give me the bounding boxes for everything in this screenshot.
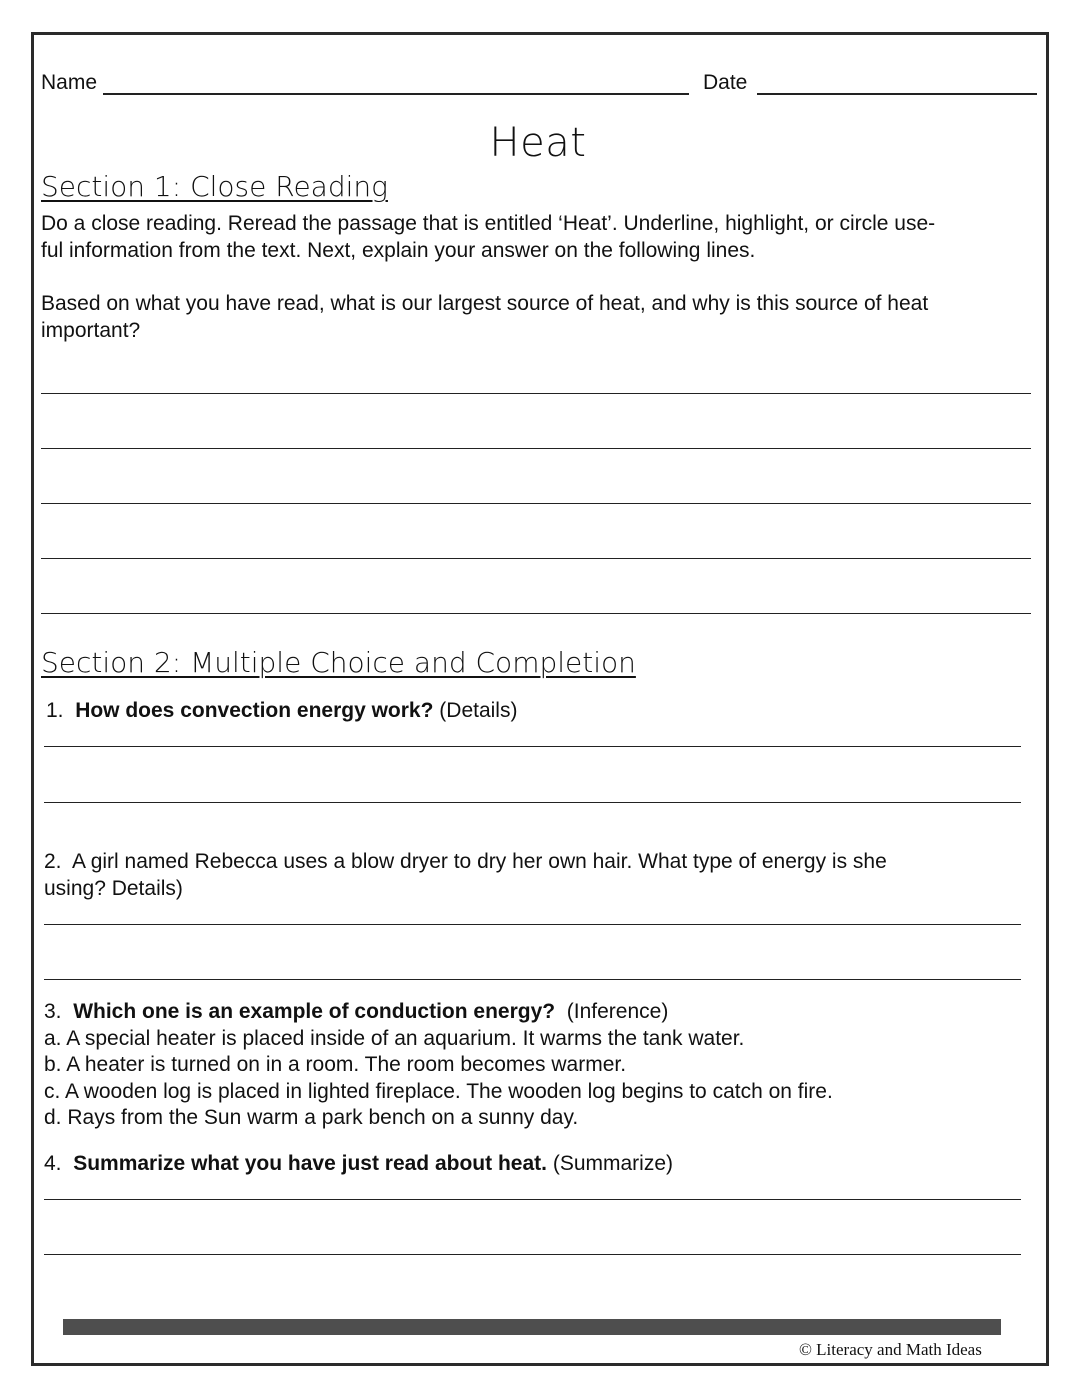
question-4-answer-line[interactable] <box>44 1199 1021 1200</box>
question-1-number: 1. <box>46 699 64 722</box>
question-3-option-b[interactable]: b. A heater is turned on in a room. The room becomes warmer. <box>44 1053 627 1076</box>
question-2-text-line-1: A girl named Rebecca uses a blow dryer to dry her own hair. What type of energy is she <box>72 850 887 873</box>
section-1-instructions-line-2: ful information from the text. Next, explain your answer on the following lines. <box>41 239 756 262</box>
section-1-answer-line[interactable] <box>41 558 1031 559</box>
question-1-tag: (Details) <box>439 699 518 722</box>
question-1-text: How does convection energy work? <box>75 699 434 722</box>
question-3-option-a[interactable]: a. A special heater is placed inside of an aquarium. It warms the tank water. <box>44 1027 745 1050</box>
section-1-answer-line[interactable] <box>41 448 1031 449</box>
question-2-text-line-2: using? Details) <box>44 877 183 900</box>
question-3-number: 3. <box>44 1000 62 1023</box>
question-1 <box>46 697 517 724</box>
date-field[interactable] <box>757 93 1037 95</box>
section-1-question-line-2: important? <box>41 319 141 342</box>
question-2-line-1 <box>44 848 887 875</box>
question-1-answer-line[interactable] <box>44 746 1021 747</box>
question-4-number: 4. <box>44 1152 62 1175</box>
name-field[interactable] <box>103 93 689 95</box>
section-1-answer-line[interactable] <box>41 393 1031 394</box>
page-title: Heat <box>489 120 587 166</box>
question-2-number: 2. <box>44 850 62 873</box>
date-label: Date <box>703 71 748 94</box>
name-label: Name <box>41 71 98 94</box>
question-2-answer-line[interactable] <box>44 924 1021 925</box>
question-4-tag: (Summarize) <box>552 1152 674 1175</box>
question-3-option-d[interactable]: d. Rays from the Sun warm a park bench on a sunny day. <box>44 1106 579 1129</box>
question-3-tag: (Inference) <box>566 1000 669 1023</box>
question-3 <box>44 998 668 1025</box>
section-1-instructions-line-1: Do a close reading. Reread the passage that is entitled ‘Heat’. Underline, highlight, or circle use- <box>41 212 936 235</box>
section-1-answer-line[interactable] <box>41 613 1031 614</box>
question-1-answer-line[interactable] <box>44 802 1021 803</box>
copyright-text: © Literacy and Math Ideas <box>799 1340 982 1359</box>
footer-bar <box>63 1319 1001 1335</box>
section-1-heading: Section 1: Close Reading <box>41 170 388 203</box>
question-3-option-c[interactable]: c. A wooden log is placed in lighted fireplace. The wooden log begins to catch on fire. <box>44 1080 833 1103</box>
question-4 <box>44 1150 673 1177</box>
section-2-heading: Section 2: Multiple Choice and Completion <box>41 646 636 679</box>
question-4-text: Summarize what you have just read about heat. <box>73 1152 547 1175</box>
question-4-answer-line[interactable] <box>44 1254 1021 1255</box>
section-1-answer-line[interactable] <box>41 503 1031 504</box>
question-3-text: Which one is an example of conduction energy? <box>73 1000 556 1023</box>
section-1-question-line-1: Based on what you have read, what is our largest source of heat, and why is this source of heat <box>41 292 929 315</box>
question-2-answer-line[interactable] <box>44 979 1021 980</box>
